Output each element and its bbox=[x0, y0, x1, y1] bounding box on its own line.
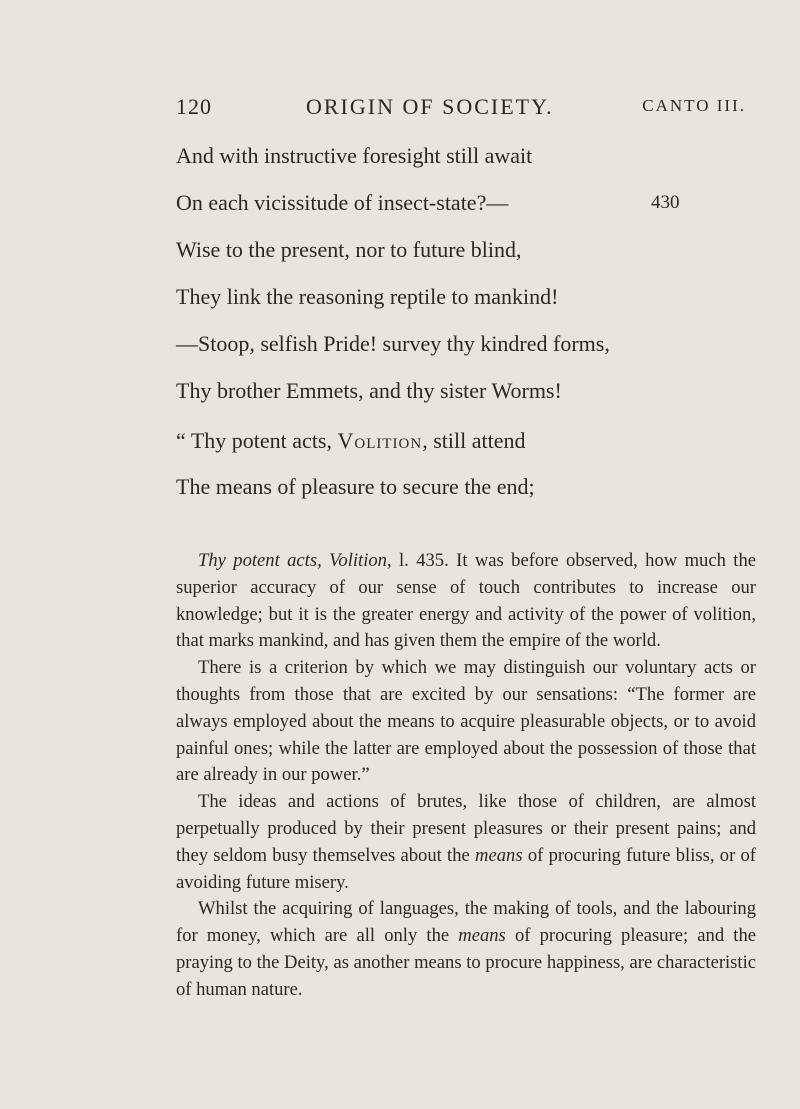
running-header bbox=[176, 94, 746, 124]
verse-line: Thy brother Emmets, and thy sister Worms! bbox=[176, 378, 562, 403]
verse-line: “ Thy potent acts, Volition, still attend bbox=[176, 428, 526, 453]
verse-line: Wise to the present, nor to future blind, bbox=[176, 237, 522, 262]
verse-line: On each vicissitude of insect-state?— bbox=[176, 190, 509, 215]
verse-line: —Stoop, selfish Pride! survey thy kindred forms, bbox=[176, 331, 610, 356]
note-paragraph: Thy potent acts, Volition, l. 435. It was before observed, how much the superior accuracy of our sense of touch contributes to increase our knowledge; but it is the greater energy and activity of the power of volition, that marks mankind, and has given them the empire of the world. bbox=[176, 550, 756, 652]
note-paragraph: There is a criterion by which we may distinguish our voluntary acts or thoughts from those that are excited by our sensations: “The former are always employed about the means to acquire pleasurable objects, or to avoid painful ones; while the latter are employed about the possession of those that are already in our power.” bbox=[176, 657, 756, 786]
canto-label: CANTO III. bbox=[642, 96, 746, 115]
verse-line: And with instructive foresight still await bbox=[176, 143, 533, 168]
page-number: 120 bbox=[176, 94, 212, 119]
note-lemma: Thy potent acts, Volition, bbox=[198, 550, 392, 571]
verse-line: The means of pleasure to secure the end; bbox=[176, 474, 535, 499]
footnotes bbox=[176, 548, 756, 1004]
line-number: 430 bbox=[651, 192, 680, 213]
verse-line: They link the reasoning reptile to mankind! bbox=[176, 284, 559, 309]
volition-smallcaps: Volition bbox=[337, 428, 423, 453]
note-paragraph: Whilst the acquiring of languages, the making of tools, and the labouring for money, which are all only the means of procuring pleasure; and the praying to the Deity, as another means to procure happiness, are characteristic of human nature. bbox=[176, 898, 756, 1000]
note-paragraph: The ideas and actions of brutes, like those of children, are almost perpetually produced by their present pleasures or their present pains; and they seldom busy themselves about the means of procuring future bliss, or of avoiding future misery. bbox=[176, 791, 756, 893]
running-title: ORIGIN OF SOCIETY. bbox=[306, 94, 554, 119]
